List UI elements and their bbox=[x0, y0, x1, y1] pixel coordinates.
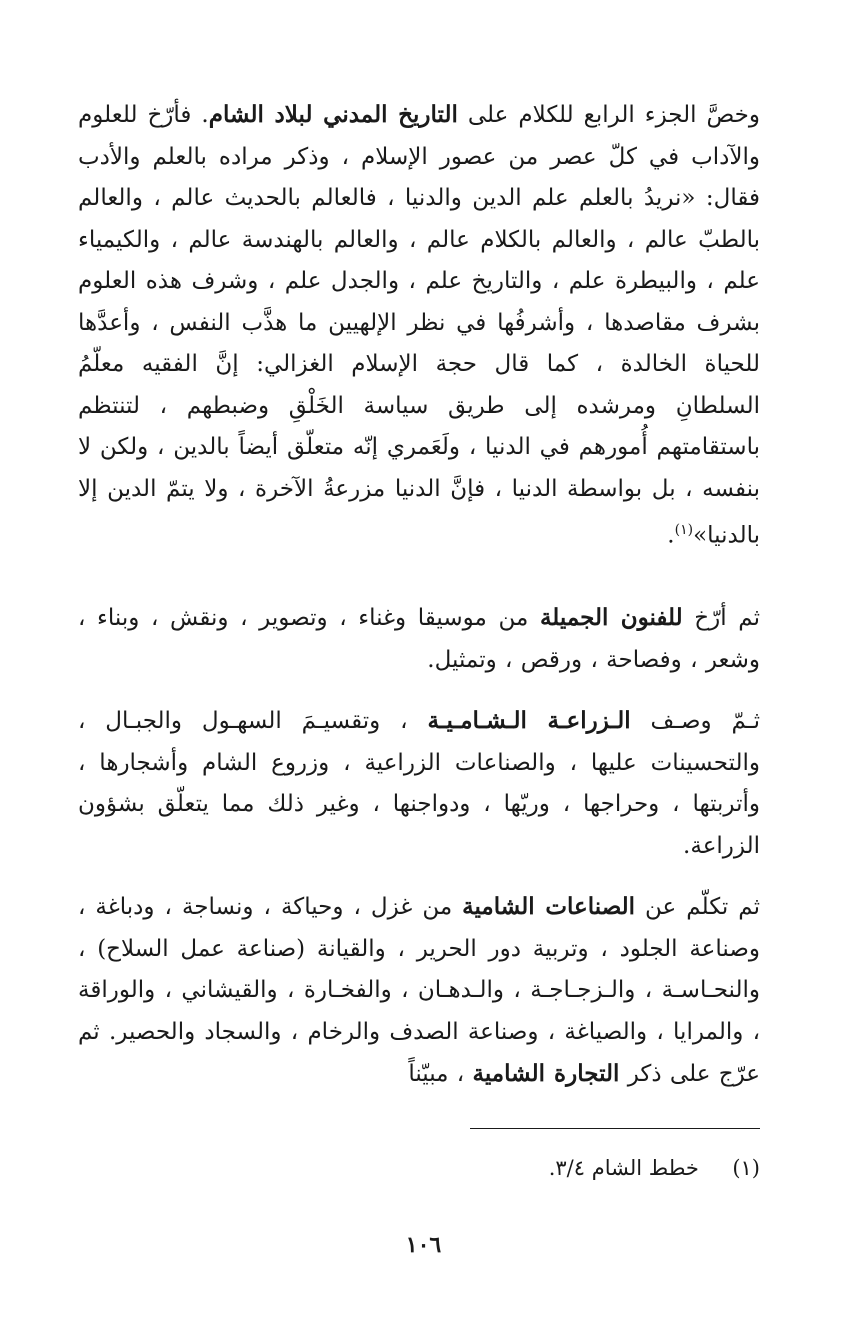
bold-topic: الـزراعـة الـشـامـيـة bbox=[427, 707, 631, 734]
bold-topic: للفنون الجميلة bbox=[539, 604, 683, 631]
footnote bbox=[549, 1150, 760, 1186]
page-number: ١٠٦ bbox=[405, 1232, 442, 1258]
paragraph-text: من موسيقا وغناء ، وتصوير ، ونقش ، وبناء ، وشعر ، وفصاحة ، ورقص ، وتمثيل. bbox=[78, 605, 760, 673]
paragraph-text: وخصَّ الجزء الرابع للكلام على bbox=[457, 102, 761, 128]
footnote-separator bbox=[470, 1128, 760, 1129]
paragraph-text: ، مبيّناً bbox=[408, 1061, 473, 1087]
paragraph-text: ، وتقسيـمَ السهـول والجبـال ، والتحسينات عليها ، والصناعات الزراعية ، وزروع الشام وأشجارها ، وأتربتها ، وحراجها ، وريّها ، ودواجنها ، وغير ذلك مما يتعلّق بشؤون الزراعة. bbox=[78, 708, 760, 859]
bold-topic: الصناعات الشامية bbox=[462, 893, 636, 920]
footnote-text: خطط الشام ٣/٤. bbox=[548, 1156, 699, 1180]
paragraph-agriculture bbox=[78, 700, 760, 867]
paragraph-text: ثم تكلّم عن bbox=[635, 894, 760, 920]
paragraph-fine-arts bbox=[78, 597, 760, 681]
bold-topic: التجارة الشامية bbox=[472, 1060, 620, 1087]
bold-topic: التاريخ المدني لبلاد الشام bbox=[208, 101, 458, 128]
paragraph-civil-history bbox=[78, 94, 760, 557]
paragraph-text: . bbox=[667, 522, 675, 549]
footnote-reference: (١) bbox=[674, 522, 694, 538]
footnote-marker: (١) bbox=[732, 1156, 760, 1180]
paragraph-text: من غزل ، وحياكة ، ونساجة ، ودباغة ، وصناعة الجلود ، وتربية دور الحرير ، والقيانة (صناعة عمل السلاح) ، والنحـاسـة ، والـزجـاجـة ، والـدهـان ، والفخـارة ، والقيشاني ، والوراقة ، والمرايا ، والصياغة ، وصناعة الصدف والرخام ، والسجاد والحصير. ثم عرّج على ذكر bbox=[78, 894, 760, 1087]
paragraph-text: ثم أرّخ bbox=[682, 605, 760, 631]
paragraph-industries bbox=[78, 886, 760, 1096]
paragraph-text: ثـمّ وصـف bbox=[630, 708, 760, 734]
paragraph-text: . فأرّخ للعلوم والآداب في كلّ عصر من عصور الإسلام ، وذكر مراده بالعلم والأدب فقال: «نريدُ بالعلم علم الدين والدنيا ، فالعالم بالحديث عالم ، والعالم بالطبّ عالم ، والعالم بالكلام عالم ، والعالم بالهندسة عالم ، والكيمياء علم ، والبيطرة علم ، والتاريخ علم ، والجدل علم ، وشرف هذه العلوم بشرف مقاصدها ، وأشرفُها في نظر الإلهيين ما هذَّب النفس ، وأعدَّها للحياة الخالدة ، كما قال حجة الإسلام الغزالي: إنَّ الفقيه معلّمُ السلطانِ ومرشده إلى طريق سياسة الخَلْقِ وضبطهم ، لتنتظم باستقامتهم أُمورهم في الدنيا ، ولَعَمري إنّه متعلّق أيضاً بالدين ، ولكن لا بنفسه ، بل بواسطة الدنيا ، فإنَّ الدنيا مزرعةُ الآخرة ، ولا يتمّ الدين إلا بالدنيا» bbox=[78, 102, 760, 549]
